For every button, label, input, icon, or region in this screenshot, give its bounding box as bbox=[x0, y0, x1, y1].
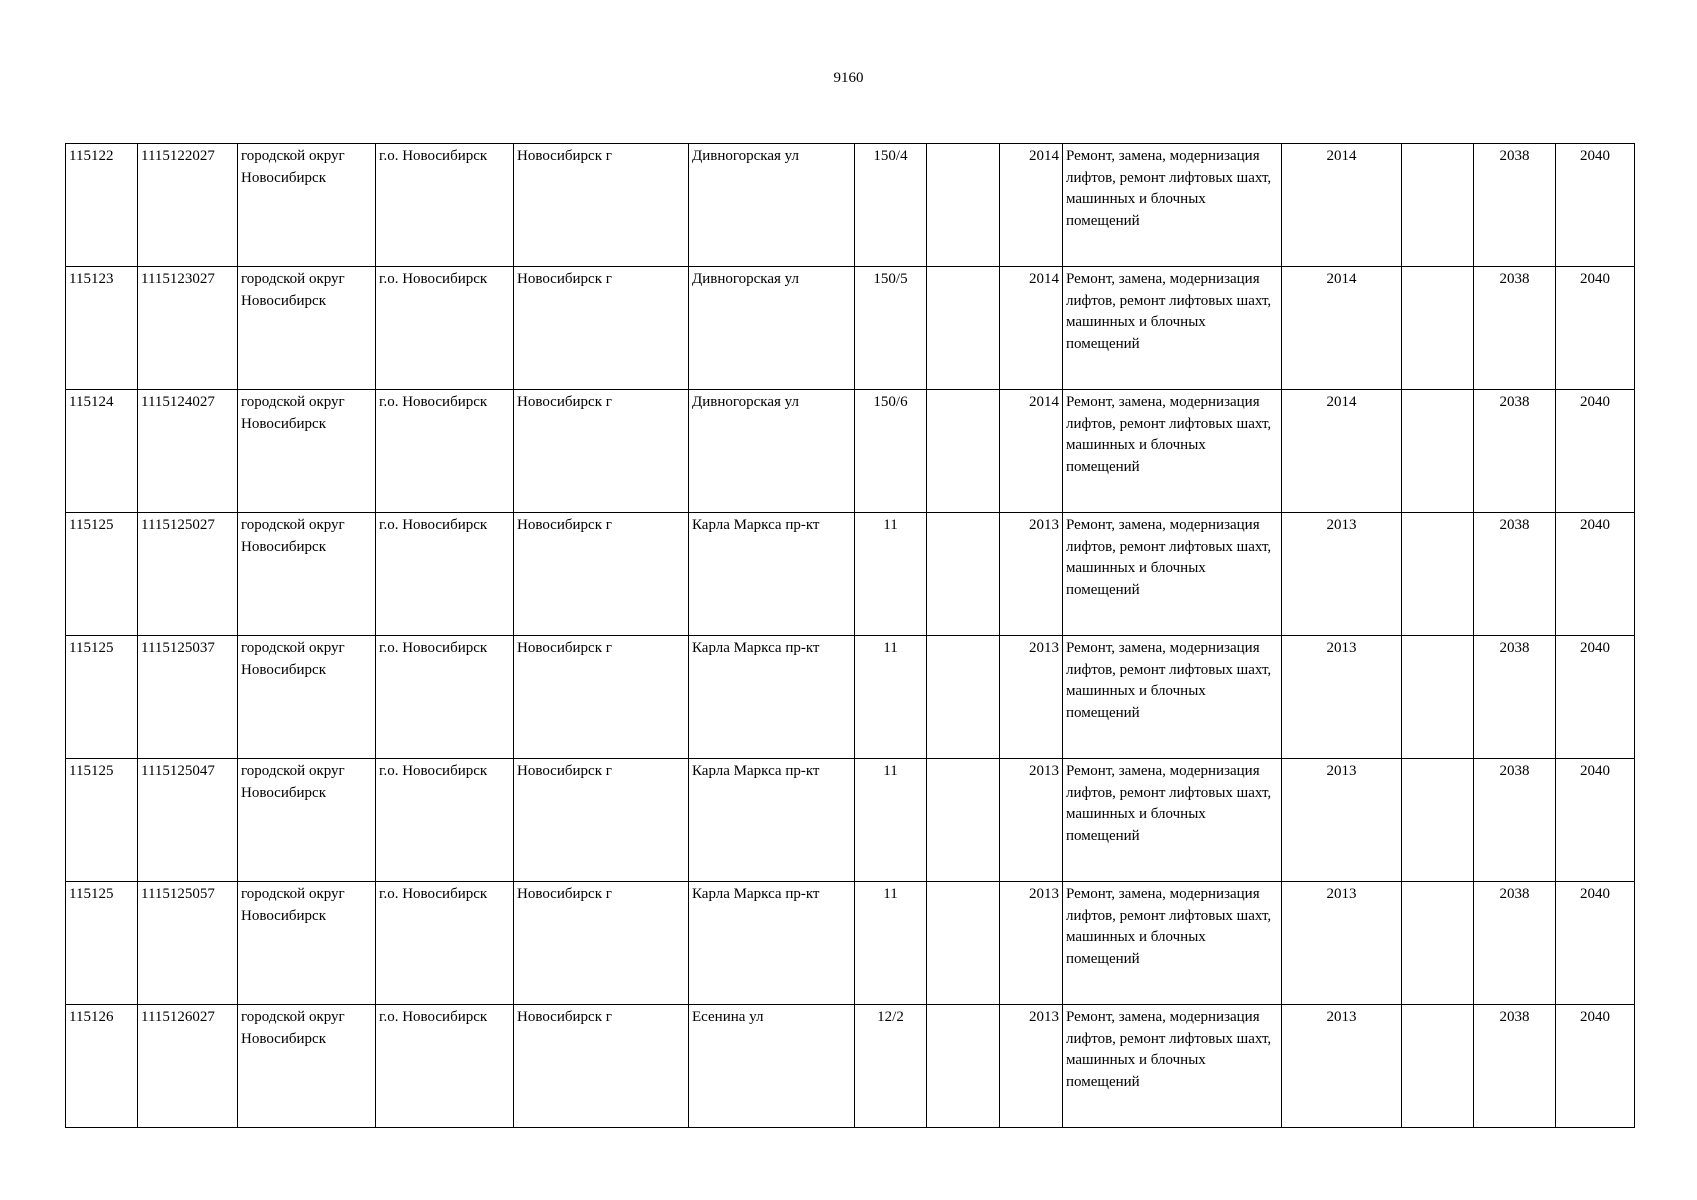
period-end-cell: 2040 bbox=[1556, 636, 1635, 759]
work-type-cell: Ремонт, замена, модернизация лифтов, ремонт лифтовых шахт, машинных и блочных помещений bbox=[1063, 882, 1282, 1005]
period-end-cell: 2040 bbox=[1556, 267, 1635, 390]
table-row bbox=[66, 882, 1635, 1005]
record-code-cell: 1115125037 bbox=[138, 636, 238, 759]
municipality-cell: городской округ Новосибирск bbox=[238, 882, 376, 1005]
locality-cell: Новосибирск г bbox=[514, 882, 689, 1005]
empty-cell bbox=[927, 513, 1000, 636]
period-end-cell: 2040 bbox=[1556, 1005, 1635, 1128]
work-type-cell: Ремонт, замена, модернизация лифтов, ремонт лифтовых шахт, машинных и блочных помещений bbox=[1063, 390, 1282, 513]
year-cell: 2014 bbox=[1282, 390, 1402, 513]
record-code-cell: 1115123027 bbox=[138, 267, 238, 390]
year-cell: 2013 bbox=[1282, 759, 1402, 882]
municipality-cell: городской округ Новосибирск bbox=[238, 390, 376, 513]
house-number-cell: 11 bbox=[855, 882, 927, 1005]
empty-cell bbox=[927, 1005, 1000, 1128]
work-type-cell: Ремонт, замена, модернизация лифтов, ремонт лифтовых шахт, машинных и блочных помещений bbox=[1063, 513, 1282, 636]
year-cell: 2013 bbox=[1282, 882, 1402, 1005]
municipality-cell: городской округ Новосибирск bbox=[238, 144, 376, 267]
municipality-cell: городской округ Новосибирск bbox=[238, 636, 376, 759]
district-cell: г.о. Новосибирск bbox=[376, 144, 514, 267]
municipality-cell: городской округ Новосибирск bbox=[238, 759, 376, 882]
street-cell: Карла Маркса пр-кт bbox=[689, 759, 855, 882]
record-id-cell: 115126 bbox=[66, 1005, 138, 1128]
work-type-cell: Ремонт, замена, модернизация лифтов, ремонт лифтовых шахт, машинных и блочных помещений bbox=[1063, 1005, 1282, 1128]
period-start-cell: 2038 bbox=[1474, 636, 1556, 759]
empty-cell bbox=[1402, 267, 1474, 390]
house-number-cell: 12/2 bbox=[855, 1005, 927, 1128]
house-number-cell: 11 bbox=[855, 759, 927, 882]
table-row bbox=[66, 1005, 1635, 1128]
period-start-cell: 2038 bbox=[1474, 267, 1556, 390]
work-type-cell: Ремонт, замена, модернизация лифтов, ремонт лифтовых шахт, машинных и блочных помещений bbox=[1063, 144, 1282, 267]
record-id-cell: 115122 bbox=[66, 144, 138, 267]
house-number-cell: 11 bbox=[855, 513, 927, 636]
house-number-cell: 150/6 bbox=[855, 390, 927, 513]
commission-year-cell: 2014 bbox=[1000, 144, 1063, 267]
locality-cell: Новосибирск г bbox=[514, 390, 689, 513]
locality-cell: Новосибирск г bbox=[514, 759, 689, 882]
street-cell: Дивногорская ул bbox=[689, 144, 855, 267]
record-id-cell: 115125 bbox=[66, 759, 138, 882]
street-cell: Карла Маркса пр-кт bbox=[689, 636, 855, 759]
empty-cell bbox=[1402, 882, 1474, 1005]
period-start-cell: 2038 bbox=[1474, 1005, 1556, 1128]
commission-year-cell: 2014 bbox=[1000, 390, 1063, 513]
empty-cell bbox=[927, 267, 1000, 390]
street-cell: Карла Маркса пр-кт bbox=[689, 513, 855, 636]
record-code-cell: 1115126027 bbox=[138, 1005, 238, 1128]
commission-year-cell: 2013 bbox=[1000, 513, 1063, 636]
commission-year-cell: 2014 bbox=[1000, 267, 1063, 390]
period-start-cell: 2038 bbox=[1474, 882, 1556, 1005]
empty-cell bbox=[1402, 513, 1474, 636]
commission-year-cell: 2013 bbox=[1000, 759, 1063, 882]
period-start-cell: 2038 bbox=[1474, 390, 1556, 513]
period-start-cell: 2038 bbox=[1474, 144, 1556, 267]
page-number: 9160 bbox=[833, 70, 864, 86]
municipality-cell: городской округ Новосибирск bbox=[238, 1005, 376, 1128]
record-code-cell: 1115125047 bbox=[138, 759, 238, 882]
locality-cell: Новосибирск г bbox=[514, 636, 689, 759]
empty-cell bbox=[1402, 636, 1474, 759]
empty-cell bbox=[927, 636, 1000, 759]
period-start-cell: 2038 bbox=[1474, 759, 1556, 882]
empty-cell bbox=[1402, 1005, 1474, 1128]
table-row bbox=[66, 513, 1635, 636]
table-row bbox=[66, 759, 1635, 882]
year-cell: 2013 bbox=[1282, 513, 1402, 636]
commission-year-cell: 2013 bbox=[1000, 882, 1063, 1005]
district-cell: г.о. Новосибирск bbox=[376, 390, 514, 513]
street-cell: Есенина ул bbox=[689, 1005, 855, 1128]
municipality-cell: городской округ Новосибирск bbox=[238, 267, 376, 390]
empty-cell bbox=[1402, 144, 1474, 267]
table-row bbox=[66, 636, 1635, 759]
empty-cell bbox=[927, 759, 1000, 882]
empty-cell bbox=[927, 882, 1000, 1005]
empty-cell bbox=[927, 144, 1000, 267]
record-id-cell: 115123 bbox=[66, 267, 138, 390]
district-cell: г.о. Новосибирск bbox=[376, 513, 514, 636]
locality-cell: Новосибирск г bbox=[514, 1005, 689, 1128]
year-cell: 2013 bbox=[1282, 636, 1402, 759]
record-id-cell: 115125 bbox=[66, 882, 138, 1005]
table-row bbox=[66, 144, 1635, 267]
street-cell: Дивногорская ул bbox=[689, 267, 855, 390]
record-code-cell: 1115124027 bbox=[138, 390, 238, 513]
house-number-cell: 150/4 bbox=[855, 144, 927, 267]
record-id-cell: 115124 bbox=[66, 390, 138, 513]
record-code-cell: 1115122027 bbox=[138, 144, 238, 267]
district-cell: г.о. Новосибирск bbox=[376, 267, 514, 390]
table-row bbox=[66, 267, 1635, 390]
commission-year-cell: 2013 bbox=[1000, 1005, 1063, 1128]
locality-cell: Новосибирск г bbox=[514, 144, 689, 267]
municipality-cell: городской округ Новосибирск bbox=[238, 513, 376, 636]
table-row bbox=[66, 390, 1635, 513]
work-type-cell: Ремонт, замена, модернизация лифтов, ремонт лифтовых шахт, машинных и блочных помещений bbox=[1063, 759, 1282, 882]
year-cell: 2014 bbox=[1282, 267, 1402, 390]
district-cell: г.о. Новосибирск bbox=[376, 882, 514, 1005]
record-id-cell: 115125 bbox=[66, 636, 138, 759]
table-body bbox=[66, 144, 1635, 1128]
empty-cell bbox=[1402, 759, 1474, 882]
period-end-cell: 2040 bbox=[1556, 144, 1635, 267]
street-cell: Карла Маркса пр-кт bbox=[689, 882, 855, 1005]
district-cell: г.о. Новосибирск bbox=[376, 759, 514, 882]
district-cell: г.о. Новосибирск bbox=[376, 636, 514, 759]
record-code-cell: 1115125027 bbox=[138, 513, 238, 636]
period-end-cell: 2040 bbox=[1556, 882, 1635, 1005]
period-end-cell: 2040 bbox=[1556, 513, 1635, 636]
registry-table bbox=[65, 143, 1635, 1128]
work-type-cell: Ремонт, замена, модернизация лифтов, ремонт лифтовых шахт, машинных и блочных помещений bbox=[1063, 267, 1282, 390]
district-cell: г.о. Новосибирск bbox=[376, 1005, 514, 1128]
commission-year-cell: 2013 bbox=[1000, 636, 1063, 759]
record-id-cell: 115125 bbox=[66, 513, 138, 636]
year-cell: 2013 bbox=[1282, 1005, 1402, 1128]
empty-cell bbox=[927, 390, 1000, 513]
period-end-cell: 2040 bbox=[1556, 390, 1635, 513]
work-type-cell: Ремонт, замена, модернизация лифтов, ремонт лифтовых шахт, машинных и блочных помещений bbox=[1063, 636, 1282, 759]
period-start-cell: 2038 bbox=[1474, 513, 1556, 636]
empty-cell bbox=[1402, 390, 1474, 513]
house-number-cell: 11 bbox=[855, 636, 927, 759]
period-end-cell: 2040 bbox=[1556, 759, 1635, 882]
record-code-cell: 1115125057 bbox=[138, 882, 238, 1005]
locality-cell: Новосибирск г bbox=[514, 513, 689, 636]
house-number-cell: 150/5 bbox=[855, 267, 927, 390]
year-cell: 2014 bbox=[1282, 144, 1402, 267]
street-cell: Дивногорская ул bbox=[689, 390, 855, 513]
locality-cell: Новосибирск г bbox=[514, 267, 689, 390]
